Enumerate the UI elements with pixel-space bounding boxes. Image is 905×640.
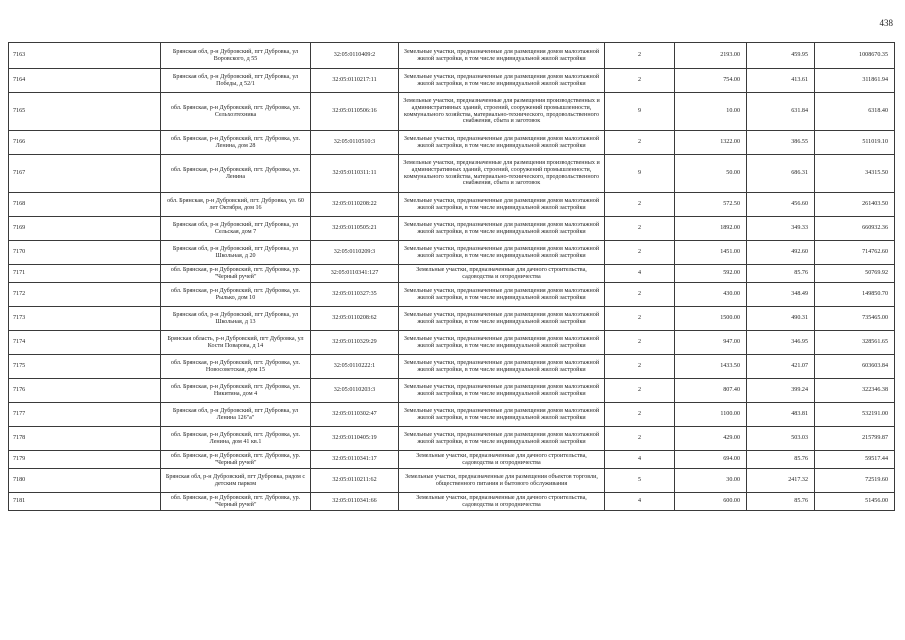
table-row [9, 331, 895, 355]
specific-value-cell: 399.24 [747, 379, 815, 403]
specific-value-cell: 490.31 [747, 307, 815, 331]
land-use-cell: Земельные участки, предназначенные для размещения домов малоэтажной жилой застройки, в том числе индивидуальной жилой застройки [399, 427, 605, 451]
area-cell: 1500.00 [675, 307, 747, 331]
address-cell: Брянская обл, р-н Дубровский, пгт Дубровка, рядом с детским парком [161, 469, 311, 493]
row-number: 7166 [9, 131, 161, 155]
group-cell: 9 [605, 93, 675, 131]
area-cell: 1892.00 [675, 217, 747, 241]
row-number: 7165 [9, 93, 161, 131]
area-cell: 807.40 [675, 379, 747, 403]
land-use-cell: Земельные участки, предназначенные для размещения домов малоэтажной жилой застройки, в том числе индивидуальной жилой застройки [399, 403, 605, 427]
address-cell: обл. Брянская, р-н Дубровский, пгт. Дубровка, ур. "Черный ручей" [161, 451, 311, 469]
group-cell: 2 [605, 427, 675, 451]
address-cell: обл. Брянская, р-н Дубровский, пгт. Дубровка, ур. "Черный ручей" [161, 265, 311, 283]
cadastral-number-cell: 32:05:0110409:2 [311, 43, 399, 69]
group-cell: 2 [605, 283, 675, 307]
land-use-cell: Земельные участки, предназначенные для дачного строительства, садоводства и огородничества [399, 493, 605, 511]
address-cell: Брянская область, р-н Дубровский, пгт Дубровка, ул Кости Поварова, д 14 [161, 331, 311, 355]
land-use-cell: Земельные участки, предназначенные для размещения домов малоэтажной жилой застройки, в том числе индивидуальной жилой застройки [399, 217, 605, 241]
group-cell: 2 [605, 241, 675, 265]
specific-value-cell: 2417.32 [747, 469, 815, 493]
row-number: 7175 [9, 355, 161, 379]
row-number: 7172 [9, 283, 161, 307]
specific-value-cell: 386.55 [747, 131, 815, 155]
cadastral-value-cell: 1008670.35 [815, 43, 895, 69]
address-cell: обл. Брянская, р-н Дубровский, пгт. Дубровка, ур. "Черный ручей" [161, 493, 311, 511]
group-cell: 4 [605, 493, 675, 511]
land-use-cell: Земельные участки, предназначенные для размещения домов малоэтажной жилой застройки, в том числе индивидуальной жилой застройки [399, 283, 605, 307]
table-row [9, 155, 895, 193]
address-cell: обл. Брянская, р-н Дубровский, пгт. Дубровка, ул. Никитина, дом 4 [161, 379, 311, 403]
address-cell: Брянская обл, р-н Дубровский, пгт Дубровка, ул Воровского, д 55 [161, 43, 311, 69]
group-cell: 5 [605, 469, 675, 493]
specific-value-cell: 346.95 [747, 331, 815, 355]
specific-value-cell: 85.76 [747, 493, 815, 511]
area-cell: 1100.00 [675, 403, 747, 427]
cadastral-value-cell: 603603.84 [815, 355, 895, 379]
table-row [9, 217, 895, 241]
page-number: 438 [879, 18, 893, 28]
address-cell: Брянская обл, р-н Дубровский, пгт Дубровка, ул Ленина 126"а" [161, 403, 311, 427]
area-cell: 754.00 [675, 69, 747, 93]
address-cell: обл. Брянская, р-н Дубровский, пгт. Дубровка, ул. 60 лет Октября, дом 16 [161, 193, 311, 217]
group-cell: 2 [605, 331, 675, 355]
area-cell: 592.00 [675, 265, 747, 283]
cadastral-number-cell: 32:05:0110203:3 [311, 379, 399, 403]
address-cell: обл. Брянская, р-н Дубровский, пгт. Дубровка, ул. Рылько, дом 10 [161, 283, 311, 307]
cadastral-number-cell: 32:05:0110405:19 [311, 427, 399, 451]
cadastral-value-cell: 72519.60 [815, 469, 895, 493]
group-cell: 2 [605, 403, 675, 427]
cadastral-number-cell: 32:05:0110217:11 [311, 69, 399, 93]
group-cell: 4 [605, 265, 675, 283]
area-cell: 1451.00 [675, 241, 747, 265]
land-use-cell: Земельные участки, предназначенные для размещения домов малоэтажной жилой застройки, в том числе индивидуальной жилой застройки [399, 331, 605, 355]
row-number: 7178 [9, 427, 161, 451]
area-cell: 572.50 [675, 193, 747, 217]
cadastral-value-cell: 322346.38 [815, 379, 895, 403]
row-number: 7171 [9, 265, 161, 283]
land-use-cell: Земельные участки, предназначенные для размещения объектов торговли, общественного питания и бытового обслуживания [399, 469, 605, 493]
address-cell: Брянская обл, р-н Дубровский, пгт Дубровка, ул Школьная, д 20 [161, 241, 311, 265]
area-cell: 429.00 [675, 427, 747, 451]
land-use-cell: Земельные участки, предназначенные для размещения домов малоэтажной жилой застройки, в том числе индивидуальной жилой застройки [399, 379, 605, 403]
group-cell: 2 [605, 307, 675, 331]
group-cell: 2 [605, 217, 675, 241]
table-row [9, 93, 895, 131]
specific-value-cell: 503.03 [747, 427, 815, 451]
row-number: 7167 [9, 155, 161, 193]
cadastral-value-cell: 59517.44 [815, 451, 895, 469]
land-use-cell: Земельные участки, предназначенные для размещения производственных и административных зданий, строений, сооружений промышленности, коммунального хозяйства, материально-технического, продовольственного снабжения, сбыта и заготовок [399, 155, 605, 193]
land-use-cell: Земельные участки, предназначенные для дачного строительства, садоводства и огородничества [399, 451, 605, 469]
address-cell: Брянская обл, р-н Дубровский, пгт Дубровка, ул Победы, д 52/1 [161, 69, 311, 93]
land-use-cell: Земельные участки, предназначенные для дачного строительства, садоводства и огородничества [399, 265, 605, 283]
cadastral-value-cell: 511019.10 [815, 131, 895, 155]
group-cell: 2 [605, 355, 675, 379]
cadastral-value-cell: 261403.50 [815, 193, 895, 217]
table-row [9, 283, 895, 307]
table-row [9, 265, 895, 283]
specific-value-cell: 348.49 [747, 283, 815, 307]
land-use-cell: Земельные участки, предназначенные для размещения домов малоэтажной жилой застройки, в том числе индивидуальной жилой застройки [399, 193, 605, 217]
specific-value-cell: 492.60 [747, 241, 815, 265]
cadastral-number-cell: 32:05:0110506:16 [311, 93, 399, 131]
table-row [9, 451, 895, 469]
table-row [9, 69, 895, 93]
table-row [9, 493, 895, 511]
cadastral-value-cell: 328561.65 [815, 331, 895, 355]
specific-value-cell: 413.61 [747, 69, 815, 93]
group-cell: 2 [605, 69, 675, 93]
cadastral-value-table [8, 42, 895, 511]
area-cell: 430.00 [675, 283, 747, 307]
table-row [9, 403, 895, 427]
table-row [9, 241, 895, 265]
address-cell: обл. Брянская, р-н Дубровский, пгт. Дубровка, ул. Ленина, дом 28 [161, 131, 311, 155]
row-number: 7164 [9, 69, 161, 93]
specific-value-cell: 483.81 [747, 403, 815, 427]
area-cell: 947.00 [675, 331, 747, 355]
row-number: 7181 [9, 493, 161, 511]
area-cell: 1433.50 [675, 355, 747, 379]
row-number: 7170 [9, 241, 161, 265]
area-cell: 50.00 [675, 155, 747, 193]
address-cell: обл. Брянская, р-н Дубровский, пгт. Дубровка, ул. Ленина, дом 41 кв.1 [161, 427, 311, 451]
group-cell: 4 [605, 451, 675, 469]
row-number: 7173 [9, 307, 161, 331]
row-number: 7177 [9, 403, 161, 427]
table-row [9, 469, 895, 493]
land-use-cell: Земельные участки, предназначенные для размещения домов малоэтажной жилой застройки, в том числе индивидуальной жилой застройки [399, 131, 605, 155]
cadastral-number-cell: 32:05:0110329:29 [311, 331, 399, 355]
row-number: 7179 [9, 451, 161, 469]
group-cell: 2 [605, 43, 675, 69]
cadastral-number-cell: 32:05:0110510:3 [311, 131, 399, 155]
cadastral-number-cell: 32:05:0110302:47 [311, 403, 399, 427]
specific-value-cell: 459.95 [747, 43, 815, 69]
specific-value-cell: 456.60 [747, 193, 815, 217]
cadastral-value-cell: 50769.92 [815, 265, 895, 283]
cadastral-number-cell: 32:05:0110311:11 [311, 155, 399, 193]
cadastral-value-cell: 660932.36 [815, 217, 895, 241]
land-use-cell: Земельные участки, предназначенные для размещения домов малоэтажной жилой застройки, в том числе индивидуальной жилой застройки [399, 355, 605, 379]
cadastral-number-cell: 32:05:0110327:35 [311, 283, 399, 307]
cadastral-value-cell: 34315.50 [815, 155, 895, 193]
land-use-cell: Земельные участки, предназначенные для размещения домов малоэтажной жилой застройки, в том числе индивидуальной жилой застройки [399, 241, 605, 265]
group-cell: 9 [605, 155, 675, 193]
cadastral-number-cell: 32:05:0110341:66 [311, 493, 399, 511]
address-cell: обл. Брянская, р-н Дубровский, пгт. Дубровка, ул. Новосоветская, дом 15 [161, 355, 311, 379]
land-use-cell: Земельные участки, предназначенные для размещения домов малоэтажной жилой застройки, в том числе индивидуальной жилой застройки [399, 307, 605, 331]
table-row [9, 131, 895, 155]
cadastral-value-cell: 735465.00 [815, 307, 895, 331]
area-cell: 2193.00 [675, 43, 747, 69]
land-use-cell: Земельные участки, предназначенные для размещения домов малоэтажной жилой застройки, в том числе индивидуальной жилой застройки [399, 43, 605, 69]
cadastral-value-cell: 714762.60 [815, 241, 895, 265]
cadastral-value-cell: 51456.00 [815, 493, 895, 511]
cadastral-value-cell: 6318.40 [815, 93, 895, 131]
table-row [9, 193, 895, 217]
cadastral-number-cell: 32:05:0110341:127 [311, 265, 399, 283]
address-cell: обл. Брянская, р-н Дубровский, пгт. Дубровка, ул. Ленина [161, 155, 311, 193]
specific-value-cell: 631.84 [747, 93, 815, 131]
cadastral-value-cell: 149850.70 [815, 283, 895, 307]
area-cell: 1322.00 [675, 131, 747, 155]
specific-value-cell: 686.31 [747, 155, 815, 193]
table-row [9, 427, 895, 451]
cadastral-number-cell: 32:05:0110211:62 [311, 469, 399, 493]
cadastral-number-cell: 32:05:0110222:1 [311, 355, 399, 379]
table-row [9, 43, 895, 69]
row-number: 7180 [9, 469, 161, 493]
address-cell: Брянская обл, р-н Дубровский, пгт Дубровка, ул Сельская, дом 7 [161, 217, 311, 241]
land-use-cell: Земельные участки, предназначенные для размещения производственных и административных зданий, строений, сооружений промышленности, коммунального хозяйства, материально-технического, продовольственного снабжения, сбыта и заготовок [399, 93, 605, 131]
cadastral-value-cell: 532191.00 [815, 403, 895, 427]
area-cell: 30.00 [675, 469, 747, 493]
specific-value-cell: 421.07 [747, 355, 815, 379]
row-number: 7176 [9, 379, 161, 403]
cadastral-value-cell: 311861.94 [815, 69, 895, 93]
row-number: 7174 [9, 331, 161, 355]
specific-value-cell: 349.33 [747, 217, 815, 241]
cadastral-number-cell: 32:05:0110208:22 [311, 193, 399, 217]
address-cell: обл. Брянская, р-н Дубровский, пгт. Дубровка, ул. Сельхозтехника [161, 93, 311, 131]
table-row [9, 307, 895, 331]
specific-value-cell: 85.76 [747, 451, 815, 469]
group-cell: 2 [605, 193, 675, 217]
table-row [9, 379, 895, 403]
area-cell: 600.00 [675, 493, 747, 511]
row-number: 7169 [9, 217, 161, 241]
group-cell: 2 [605, 131, 675, 155]
area-cell: 694.00 [675, 451, 747, 469]
cadastral-number-cell: 32:05:0110208:62 [311, 307, 399, 331]
row-number: 7163 [9, 43, 161, 69]
row-number: 7168 [9, 193, 161, 217]
land-use-cell: Земельные участки, предназначенные для размещения домов малоэтажной жилой застройки, в том числе индивидуальной жилой застройки [399, 69, 605, 93]
cadastral-number-cell: 32:05:0110505:21 [311, 217, 399, 241]
table-row [9, 355, 895, 379]
specific-value-cell: 85.76 [747, 265, 815, 283]
cadastral-value-cell: 215799.87 [815, 427, 895, 451]
address-cell: Брянская обл, р-н Дубровский, пгт Дубровка, ул Школьная, д 13 [161, 307, 311, 331]
cadastral-number-cell: 32:05:0110341:17 [311, 451, 399, 469]
cadastral-number-cell: 32:05:0110209:3 [311, 241, 399, 265]
area-cell: 10.00 [675, 93, 747, 131]
group-cell: 2 [605, 379, 675, 403]
